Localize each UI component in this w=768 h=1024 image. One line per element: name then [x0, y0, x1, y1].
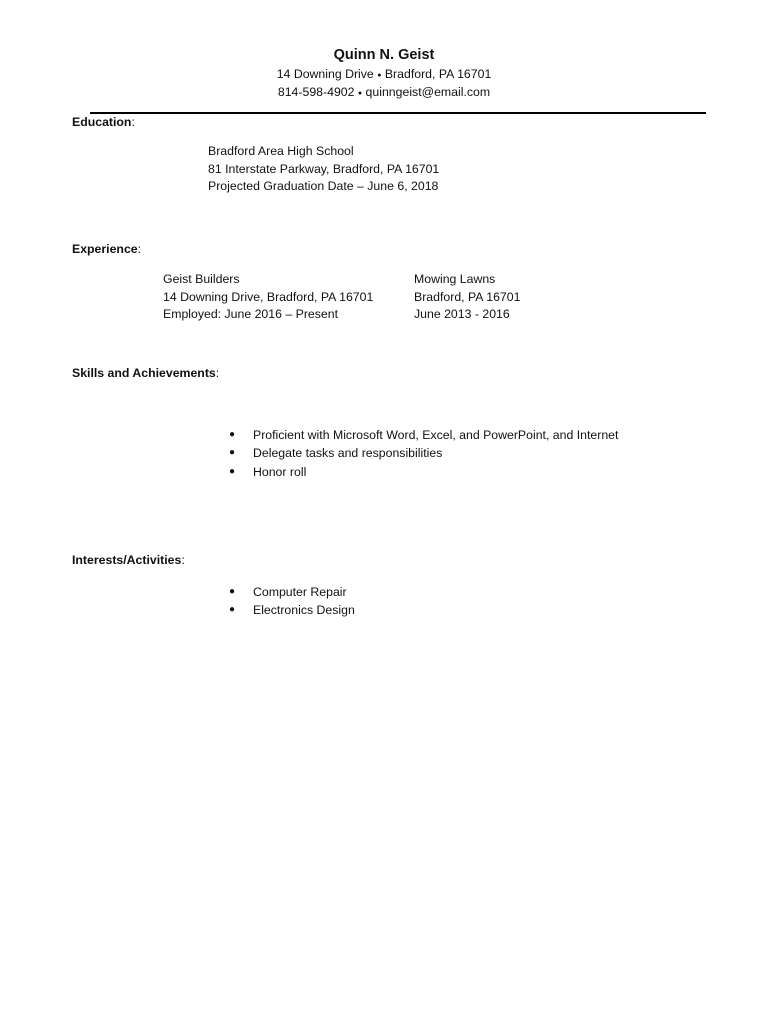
job-entry [414, 271, 520, 324]
resume-name: Quinn N. Geist [333, 47, 435, 63]
graduation-date: Projected Graduation Date – June 6, 2018 [208, 179, 439, 193]
job-dates: June 2013 - 2016 [414, 307, 510, 321]
separator-dot: ● [377, 72, 382, 79]
list-item: ● Computer Repair [229, 583, 355, 601]
bullet-icon: ● [229, 465, 236, 477]
contact-address [0, 67, 768, 81]
bullet-icon: ● [229, 604, 236, 616]
bullet-icon: ● [229, 586, 236, 597]
job-entry [163, 271, 373, 324]
skills-list [229, 426, 618, 481]
interests-list [229, 583, 355, 620]
bullet-icon: ● [229, 447, 236, 459]
experience-heading: Experience: [72, 242, 142, 256]
separator-dot: ● [357, 90, 363, 97]
job-address: Bradford, PA 16701 [414, 289, 521, 304]
school-address: 81 Interstate Parkway, Bradford, PA 16701 [208, 161, 440, 176]
school-name: Bradford Area High School [208, 144, 354, 158]
education-details [208, 143, 439, 196]
skills-heading: Skills and Achievements: [72, 366, 220, 380]
bullet-icon: ● [229, 429, 236, 440]
job-employer: Mowing Lawns [414, 272, 496, 286]
list-item: ● Honor roll [229, 463, 618, 481]
list-item: ● Electronics Design [229, 601, 355, 619]
contact-phone-email [0, 85, 768, 99]
header-divider [90, 112, 706, 114]
interests-heading: Interests/Activities: [72, 553, 185, 567]
job-employer: Geist Builders [163, 272, 240, 286]
email: quinngeist@email.com [365, 85, 491, 99]
education-heading: Education: [72, 115, 135, 129]
list-item: ● Proficient with Microsoft Word, Excel, and PowerPoint, and Internet [229, 426, 618, 444]
job-dates: Employed: June 2016 – Present [163, 307, 339, 321]
job-address: 14 Downing Drive, Bradford, PA 16701 [163, 289, 374, 304]
address-city: Bradford, PA 16701 [384, 67, 492, 81]
phone: 814-598-4902 [277, 85, 355, 99]
list-item: ● Delegate tasks and responsibilities [229, 444, 618, 462]
address-street: 14 Downing Drive [276, 67, 374, 81]
